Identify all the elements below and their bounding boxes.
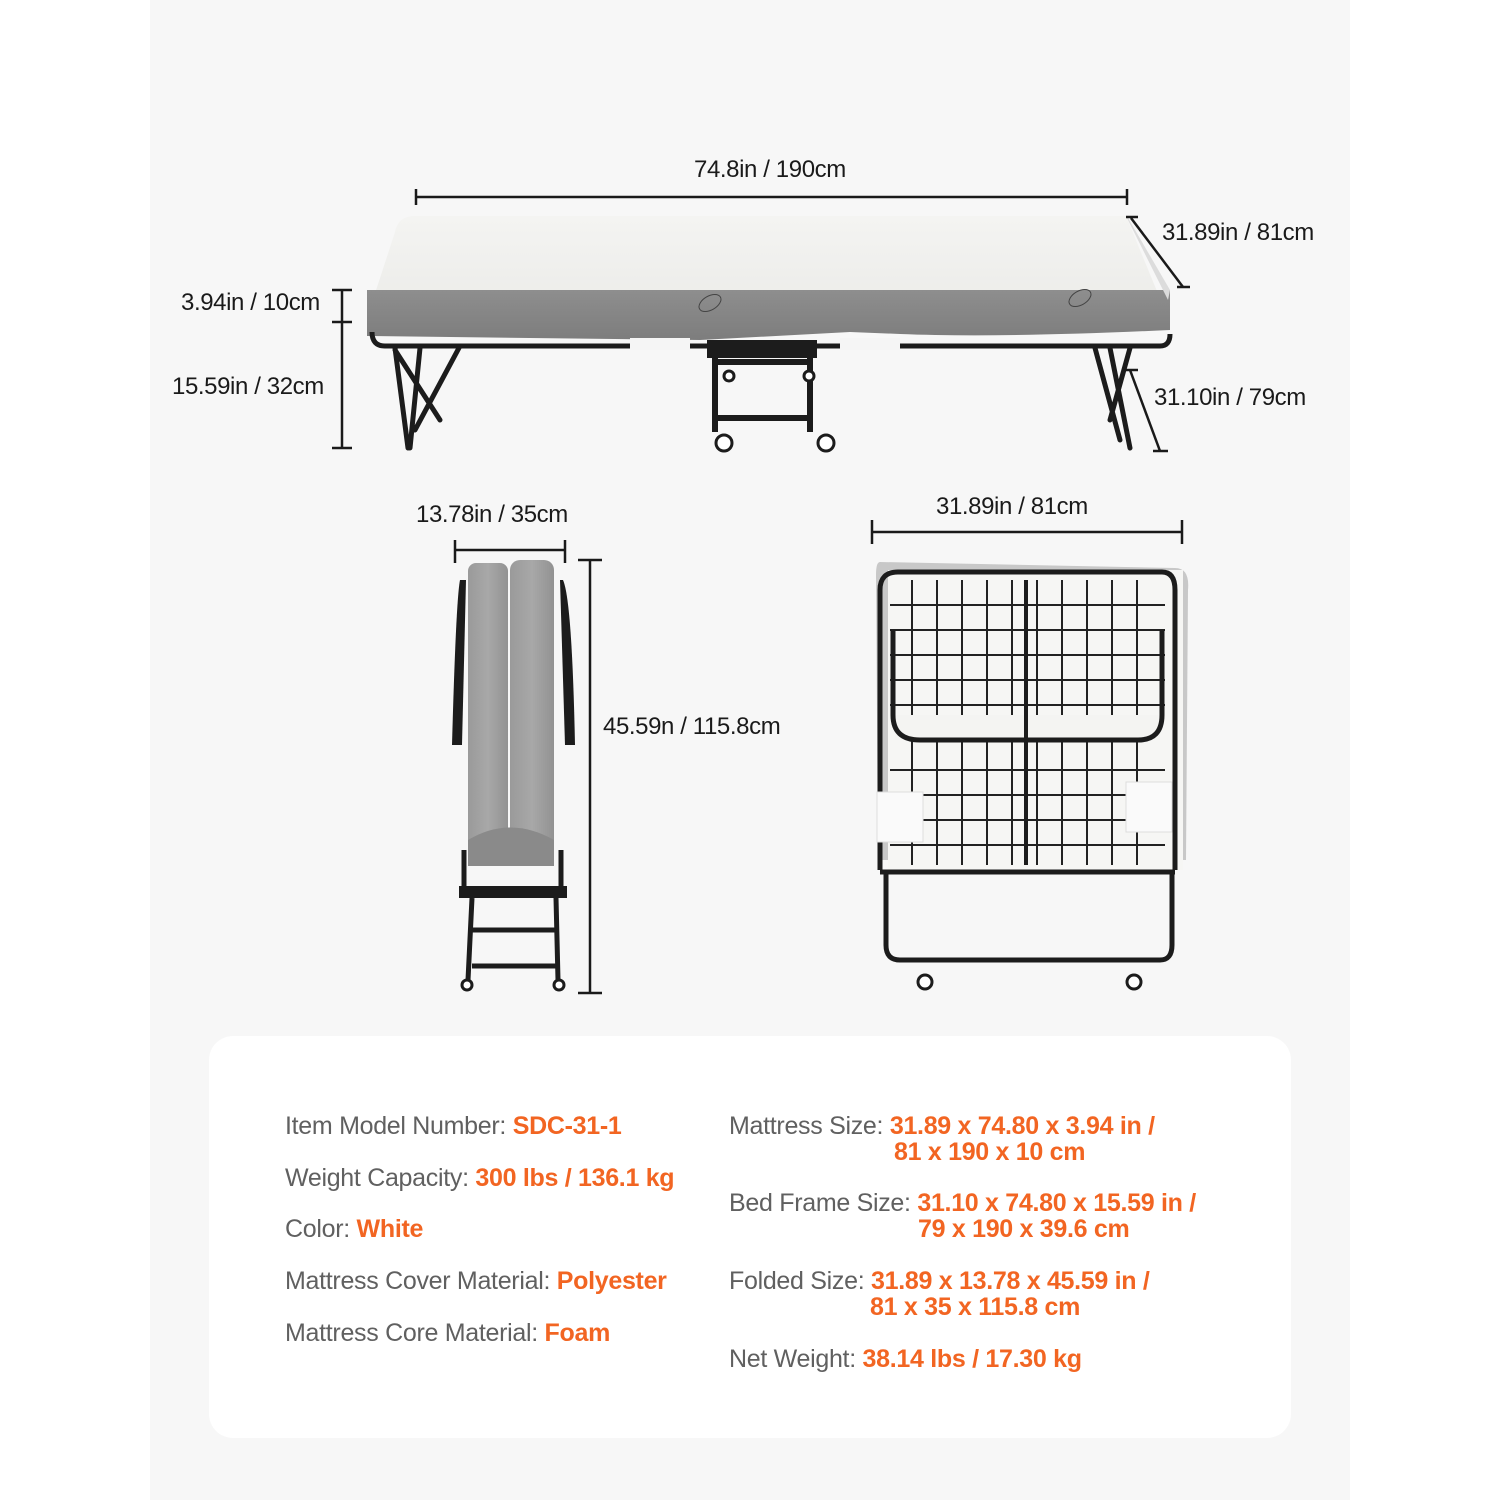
dim-length-label: 74.8in / 190cm [694, 156, 846, 183]
dim-folded-height-label: 45.59n / 115.8cm [603, 713, 781, 740]
spec-folded-size [729, 1268, 1150, 1294]
spec-bed-frame-size [729, 1190, 1196, 1216]
spec-value-continued: 79 x 190 x 39.6 cm [918, 1215, 1130, 1243]
spec-label: Mattress Core Material: [285, 1319, 538, 1347]
spec-value: 38.14 lbs / 17.30 kg [862, 1345, 1082, 1373]
spec-label: Net Weight: [729, 1345, 856, 1373]
unfolded-bed-illustration [367, 216, 1170, 451]
spec-label: Weight Capacity: [285, 1164, 469, 1192]
spec-mattress-size [729, 1113, 1155, 1139]
spec-label: Bed Frame Size: [729, 1189, 911, 1217]
dim-folded-width-label: 31.89in / 81cm [936, 493, 1088, 520]
spec-folded-size-cm [870, 1294, 1080, 1320]
spec-value-continued: 81 x 35 x 115.8 cm [870, 1293, 1081, 1321]
dim-frame-width-label: 31.10in / 79cm [1154, 384, 1306, 411]
spec-core-material [285, 1320, 610, 1346]
spec-value: White [356, 1215, 424, 1243]
spec-cover-material [285, 1268, 667, 1294]
dim-width-label: 31.89in / 81cm [1162, 219, 1314, 246]
spec-label: Item Model Number: [285, 1112, 507, 1140]
spec-value: SDC-31-1 [512, 1112, 622, 1140]
spec-label: Mattress Size: [729, 1112, 884, 1140]
spec-label: Color: [285, 1215, 350, 1243]
dim-mattress-thickness-label: 3.94in / 10cm [181, 289, 320, 316]
spec-value-continued: 81 x 190 x 10 cm [894, 1138, 1086, 1166]
dim-folded-depth-label: 13.78in / 35cm [416, 501, 568, 528]
spec-label: Folded Size: [729, 1267, 865, 1295]
spec-net-weight [729, 1346, 1082, 1372]
spec-value: Foam [544, 1319, 611, 1347]
spec-value: 31.10 x 74.80 x 15.59 in / [917, 1189, 1196, 1217]
dim-frame-height-label: 15.59in / 32cm [172, 373, 324, 400]
spec-model-number [285, 1113, 621, 1139]
spec-mattress-size-cm [894, 1139, 1085, 1165]
spec-value: 31.89 x 13.78 x 45.59 in / [871, 1267, 1150, 1295]
spec-value: 300 lbs / 136.1 kg [475, 1164, 675, 1192]
spec-bed-frame-size-cm [918, 1216, 1129, 1242]
dimension-lines-folded-front [872, 520, 1182, 544]
spec-value: 31.89 x 74.80 x 3.94 in / [889, 1112, 1155, 1140]
spec-color [285, 1216, 423, 1242]
spec-weight-capacity [285, 1165, 674, 1191]
folded-side-illustration [452, 560, 575, 990]
spec-label: Mattress Cover Material: [285, 1267, 551, 1295]
spec-value: Polyester [556, 1267, 667, 1295]
folded-front-illustration [876, 562, 1188, 989]
